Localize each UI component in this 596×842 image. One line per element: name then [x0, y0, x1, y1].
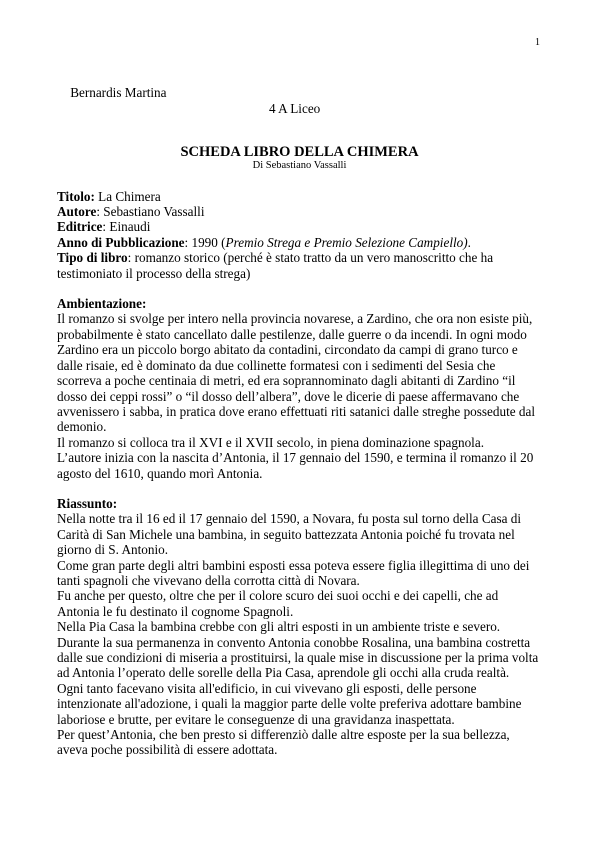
field-label: Tipo di libro: [57, 250, 128, 266]
riassunto-paragraph: Come gran parte degli altri bambini esposti essa poteva essere figlia illegittima di uno dei tanti spagnoli che vivevano della corrotta città di Novara.: [57, 557, 530, 588]
riassunto-heading: Riassunto:: [57, 495, 118, 511]
field-value: : romanzo storico (perché è stato tratto da un vero manoscritto che ha testimoniato il processo della strega): [57, 250, 494, 281]
ambientazione-paragraph: Il romanzo si svolge per intero nella provincia novarese, a Zardino, che ora non esiste più, probabilmente è stato cancellato dalle pestilenze, dalle guerre o da incendi. In ogni modo Zardino era un piccolo borgo abitato da contadini, circondato da campi di grano turco e dalle risaie, ed è dominato da due collinette formatesi con i sedimenti del Sesia che scorreva a poche centinaia di metri, ed era soprannominato dagli abitanti di Zardino “il dosso dei ceppi rossi” o “il dosso dell’albera”, dove le dicerie di paese affermavano che avvenissero i sabba, in pratica dove erano effettuati riti satanici dalle streghe possedute dal demonio.: [57, 311, 535, 435]
field-value: : Einaudi: [102, 219, 151, 235]
field-value: : Sebastiano Vassalli: [96, 204, 205, 220]
ambientazione-paragraph: Il romanzo si colloca tra il XVI e il XVII secolo, in piena dominazione spagnola.: [57, 434, 484, 450]
field-value: La Chimera: [94, 188, 161, 204]
ambientazione-heading: Ambientazione:: [57, 296, 147, 312]
field-label: Editrice: [57, 219, 103, 235]
student-class: 4 A Liceo: [269, 100, 321, 116]
field-label: Titolo:: [57, 188, 95, 204]
field-note: Premio Strega e Premio Selezione Campiello): [225, 234, 468, 250]
student-name: Bernardis Martina: [70, 85, 167, 101]
field-label: Anno di Pubblicazione: [57, 234, 185, 250]
document-subtitle: Di Sebastiano Vassalli: [252, 159, 347, 171]
field-titolo: [57, 189, 542, 204]
field-end: .: [467, 234, 471, 250]
riassunto-paragraph: Nella Pia Casa la bambina crebbe con gli altri esposti in un ambiente triste e severo.: [57, 619, 501, 635]
document-title: SCHEDA LIBRO DELLA CHIMERA: [180, 143, 419, 160]
riassunto-paragraph: Ogni tanto facevano visita all'edificio, in cui vivevano gli esposti, delle persone intenzionate all'adozione, i quali la maggior parte delle volte preferiva adottare bambine laboriose e brutte, per evitare le conseguenze di una gravidanza inaspettata.: [57, 680, 522, 727]
riassunto-paragraph: Per quest’Antonia, che ben presto si differenziò dalle altre esposte per la sua bellezza, aveva poche possibilità di essere adottata.: [57, 727, 510, 758]
page-number: 1: [535, 37, 540, 48]
field-anno: [57, 235, 542, 250]
field-autore: [57, 204, 542, 219]
field-tipo: [57, 250, 542, 281]
field-value: : 1990 (: [184, 234, 226, 250]
field-label: Autore: [57, 204, 97, 220]
riassunto-paragraph: Nella notte tra il 16 ed il 17 gennaio del 1590, a Novara, fu posta sul torno della Casa di Carità di San Michele una bambina, in seguito battezzata Antonia poiché fu trovata nel giorno di S. Antonio.: [57, 511, 522, 558]
document-header: [57, 70, 542, 132]
field-editrice: [57, 219, 542, 234]
document-body: [57, 70, 542, 758]
riassunto-paragraph: Durante la sua permanenza in convento Antonia conobbe Rosalina, una bambina costretta dalle sue condizioni di miseria a prostituirsi, la quale mise in discussione per la prima volta ad Antonia l’operato delle sorelle della Pia Casa, aprendole gli occhi alla cruda realtà.: [57, 634, 539, 681]
riassunto-paragraph: Fu anche per questo, oltre che per il colore scuro dei suoi occhi e dei capelli, che ad Antonia le fu destinato il cognome Spagnoli.: [57, 588, 499, 619]
ambientazione-paragraph: L’autore inizia con la nascita d’Antonia, il 17 gennaio del 1590, e termina il romanzo il 20 agosto del 1610, quando morì Antonia.: [57, 450, 534, 481]
